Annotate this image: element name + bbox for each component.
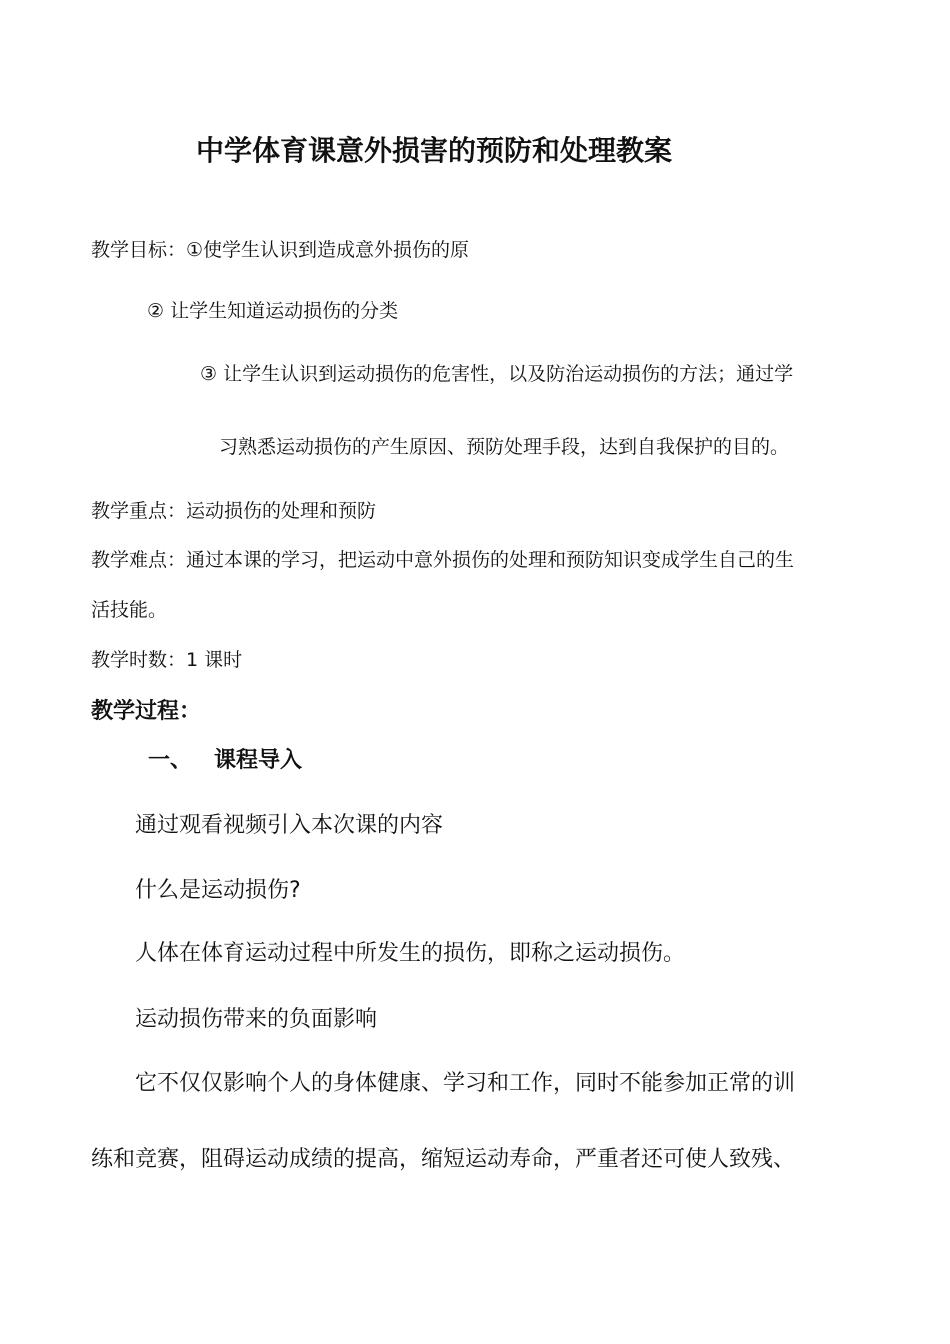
objectives-label: 教学目标： bbox=[91, 239, 187, 261]
objective-item-3-line-1: ③ 让学生认识到运动损伤的危害性，以及防治运动损伤的方法；通过学 bbox=[200, 363, 794, 385]
teaching-hours: 教学时数：1 课时 bbox=[91, 649, 243, 671]
document-title: 中学体育课意外损害的预防和处理教案 bbox=[196, 134, 673, 167]
objective-item-1: ①使学生认识到造成意外损伤的原 bbox=[186, 239, 470, 261]
difficulty-line-1: 教学难点：通过本课的学习，把运动中意外损伤的处理和预防知识变成学生自己的生 bbox=[91, 549, 795, 571]
section-1-number: 一、 bbox=[148, 748, 193, 773]
paragraph-2: 什么是运动损伤? bbox=[135, 878, 301, 903]
key-point: 教学重点：运动损伤的处理和预防 bbox=[91, 500, 377, 522]
paragraph-5-line-1: 它不仅仅影响个人的身体健康、学习和工作，同时不能参加正常的训 bbox=[135, 1071, 796, 1096]
section-1-title: 课程导入 bbox=[214, 748, 303, 773]
objective-item-3-line-2: 习熟悉运动损伤的产生原因、预防处理手段，达到自我保护的目的。 bbox=[219, 436, 790, 458]
objectives-row bbox=[91, 241, 469, 260]
section-1-heading bbox=[148, 750, 302, 772]
paragraph-4: 运动损伤带来的负面影响 bbox=[135, 1007, 378, 1032]
process-heading: 教学过程： bbox=[91, 699, 202, 724]
objective-item-2: ② 让学生知道运动损伤的分类 bbox=[147, 300, 399, 322]
paragraph-1: 通过观看视频引入本次课的内容 bbox=[135, 813, 444, 838]
paragraph-3: 人体在体育运动过程中所发生的损伤，即称之运动损伤。 bbox=[135, 941, 686, 966]
paragraph-5-line-2: 练和竞赛，阻碍运动成绩的提高，缩短运动寿命，严重者还可使人致残、 bbox=[91, 1147, 796, 1172]
difficulty-line-2: 活技能。 bbox=[91, 599, 168, 621]
